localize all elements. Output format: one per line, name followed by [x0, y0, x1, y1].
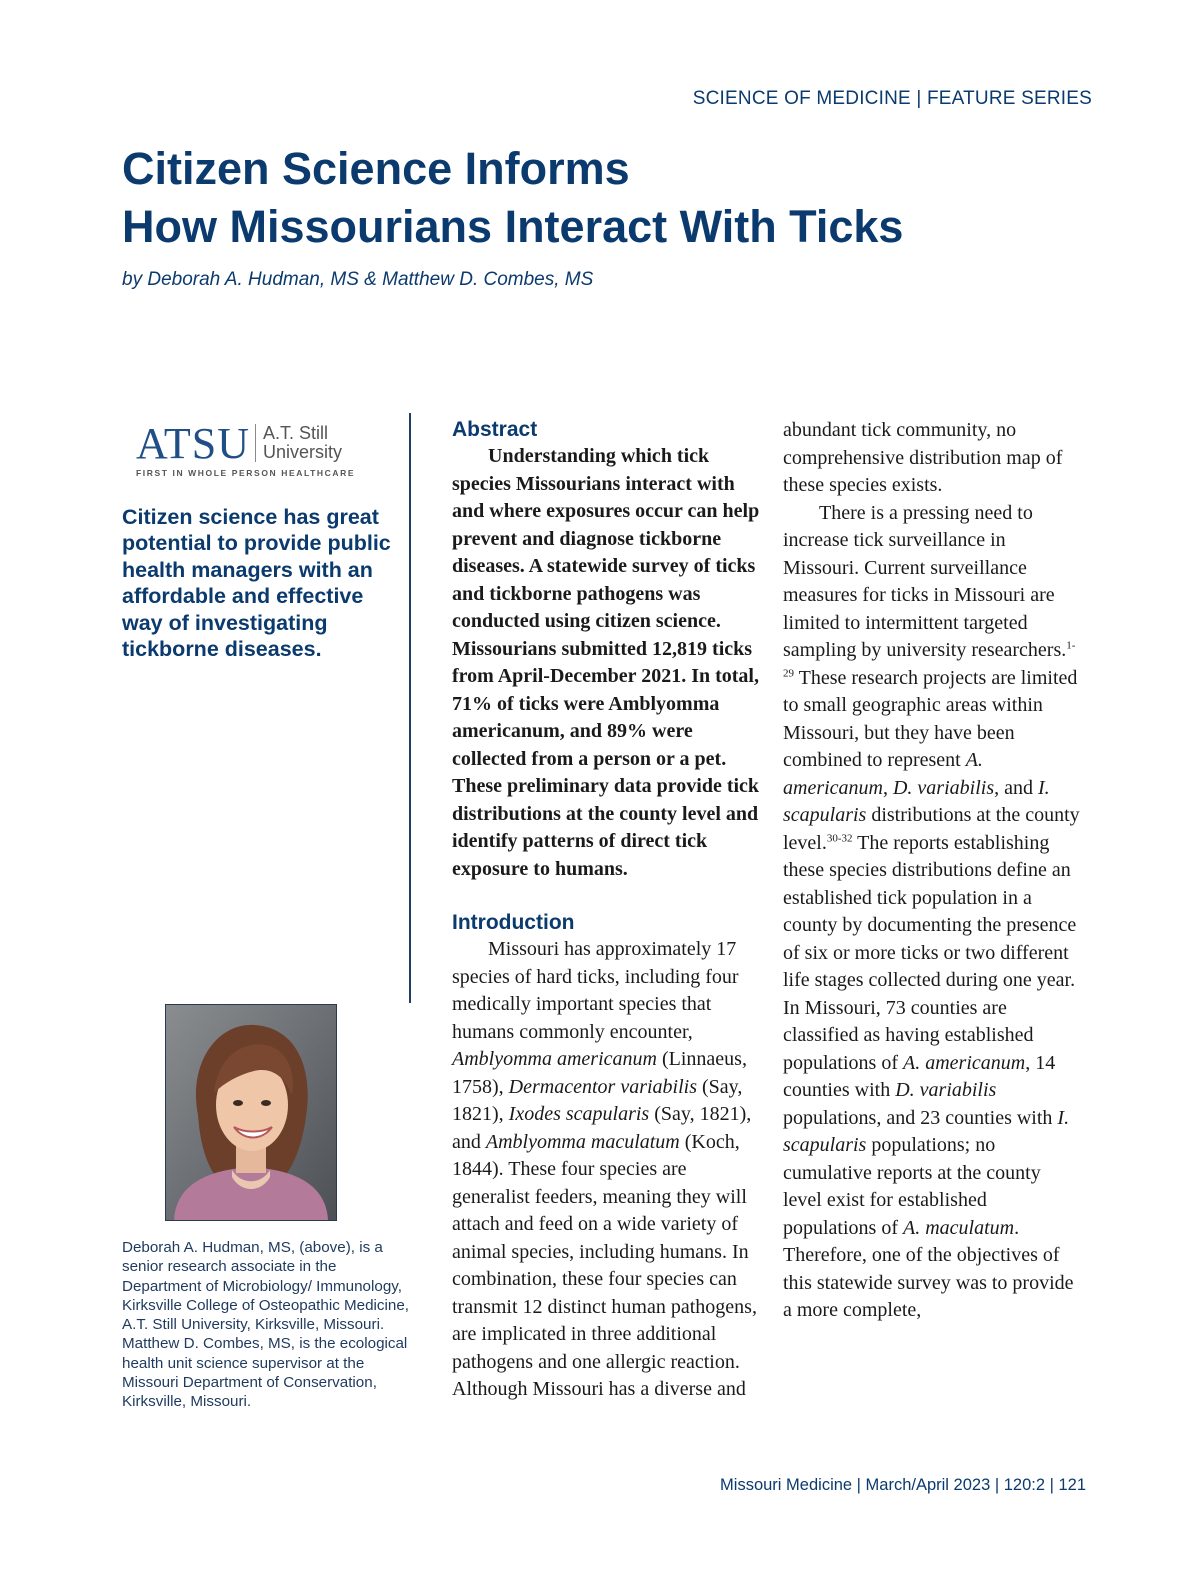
- logo-name: [263, 424, 342, 462]
- logo-acronym: ATSU: [136, 419, 251, 468]
- byline: by Deborah A. Hudman, MS & Matthew D. Combes, MS: [122, 269, 594, 290]
- species-name: D. variabilis: [892, 776, 995, 799]
- species-name: A. americanum: [783, 749, 983, 799]
- species-name: Amblyomma maculatum: [485, 1130, 680, 1153]
- species-name: A. americanum: [903, 1051, 1026, 1074]
- logo-name-line-1: A.T. Still: [263, 423, 329, 443]
- logo-name-line-2: University: [263, 442, 343, 462]
- introduction-heading: Introduction: [452, 911, 575, 934]
- abstract-heading: Abstract: [452, 418, 538, 441]
- article-title: [122, 140, 903, 256]
- column-right: [783, 417, 1083, 1325]
- species-name: Amblyomma americanum: [452, 1048, 657, 1070]
- portrait-illustration: [166, 1005, 336, 1220]
- series-header: SCIENCE OF MEDICINE | FEATURE SERIES: [692, 88, 1092, 109]
- author-bio: Deborah A. Hudman, MS, (above), is a senior research associate in the Department of Microbiology/ Immunology, Kirksville College of Osteopathic Medicine, A.T. Still University, Kirksville, Missouri. Matthew D. Combes, MS, is the ecological health unit science supervisor at the Missouri Department of Conservation, Kirksville, Missouri.: [122, 1239, 410, 1411]
- reference-superscript: 1-29: [783, 639, 1076, 679]
- species-name: D. variabilis: [895, 1079, 997, 1101]
- species-name: I. scapularis: [783, 776, 1050, 826]
- introduction-paragraph-2: There is a pressing need to increase tick surveillance in Missouri. Current surveillance measures for ticks in Missouri are limited to intermittent targeted sampling by university researchers.$^{1-29}$ These research projects are limited to small geographic areas within Missouri, but they have been combined to represent A. americanum, D. variabilis, and I. scapularis distributions at the county level.$^{30-32}$ The reports establishing these species distributions define an established tick population in a county by documenting the presence of six or more ticks or two different life stages collected during one year. In Missouri, 73 counties are classified as having established populations of A. americanum, 14 counties with D. variabilis populations, and 23 counties with I. scapularis populations; no cumulative reports at the county level exist for established populations of A. maculatum. Therefore, one of the objectives of this statewide survey was to provide a more complete,: [783, 501, 1080, 1321]
- species-name: Ixodes scapularis: [508, 1103, 650, 1125]
- species-name: I. scapularis: [783, 1106, 1070, 1156]
- reference-superscript: 30-32: [826, 831, 853, 844]
- column-divider: [409, 413, 411, 1003]
- pull-quote: Citizen science has great potential to provide public health managers with an affordable and effective way of investigating tickborne diseases.: [122, 505, 391, 662]
- title-line-1: Citizen Science Informs: [122, 143, 630, 194]
- atsu-logo: [136, 420, 361, 480]
- title-line-2: How Missourians Interact With Ticks: [122, 201, 904, 252]
- species-name: A. maculatum: [903, 1216, 1015, 1239]
- introduction-paragraph-1-continued: abundant tick community, no comprehensive distribution map of these species exists.: [783, 419, 1063, 496]
- author-photo: [165, 1004, 337, 1221]
- column-middle: [452, 417, 764, 1404]
- logo-tagline: FIRST IN WHOLE PERSON HEALTHCARE: [136, 468, 356, 478]
- introduction-paragraph-1: Missouri has approximately 17 species of hard ticks, including four medically important species that humans commonly encounter, Amblyomma americanum (Linnaeus, 1758), Dermacentor variabilis (Say, 1821), Ixodes scapularis (Say, 1821), and Amblyomma maculatum (Koch, 1844). These four species are generalist feeders, meaning they will attach and feed on a wide variety of animal species, including humans. In combination, these four species can transmit 12 distinct human pathogens, are implicated in three additional pathogens and one allergic reaction. Although Missouri has a diverse and: [452, 938, 757, 1400]
- species-name: Dermacentor variabilis: [508, 1075, 697, 1098]
- page-footer: Missouri Medicine | March/April 2023 | 120:2 | 121: [720, 1476, 1086, 1494]
- logo-divider: [255, 424, 256, 462]
- abstract-body: Understanding which tick species Missourians interact with and where exposures occur can help prevent and diagnose tickborne diseases. A statewide survey of ticks and tickborne pathogens was conducted using citizen science. Missourians submitted 12,819 ticks from April-December 2021. In total, 71% of ticks were Amblyomma americanum, and 89% were collected from a person or a pet. These preliminary data provide tick distributions at the county level and identify patterns of direct tick exposure to humans.: [452, 445, 760, 880]
